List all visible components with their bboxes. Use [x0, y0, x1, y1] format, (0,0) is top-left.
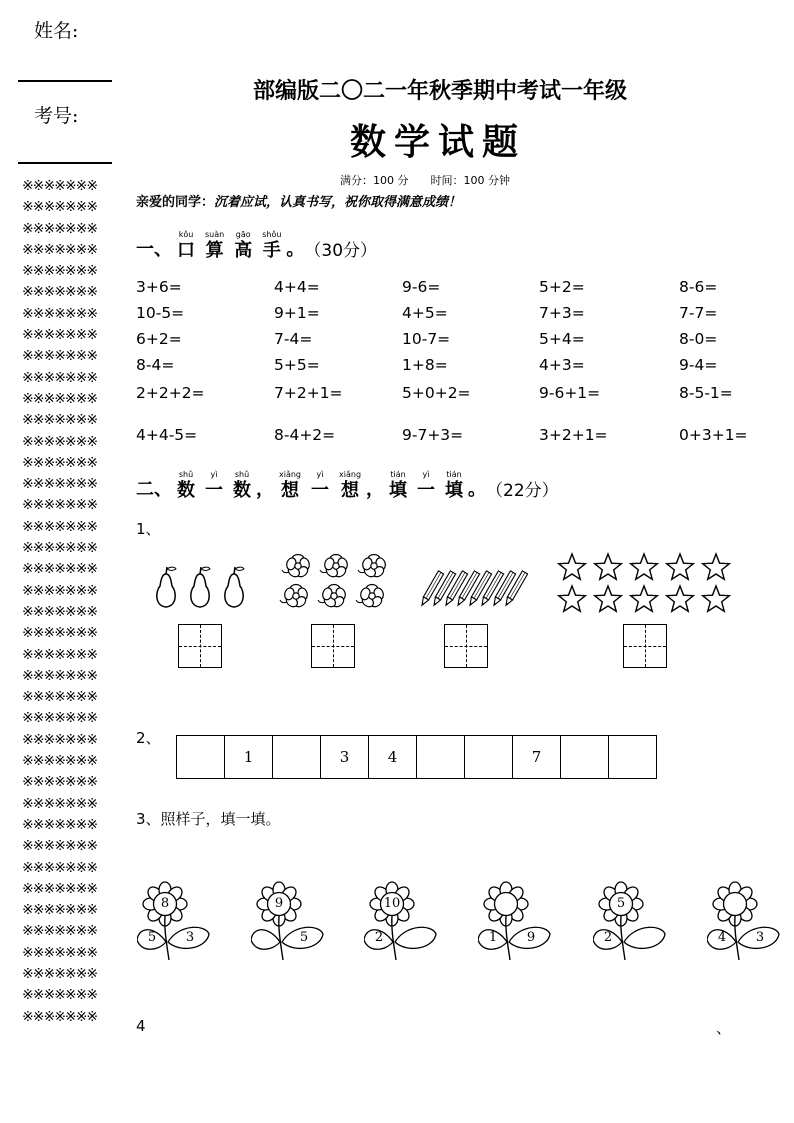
- hanzi-text: 一: [417, 480, 436, 501]
- pinyin-text: shǔ: [234, 470, 250, 479]
- margin-pattern-row: ※※※※※※※: [22, 1008, 98, 1025]
- math-problem[interactable]: 1+8=: [402, 356, 448, 374]
- flower-icon: [364, 880, 438, 962]
- math-problem[interactable]: 4+5=: [402, 304, 448, 322]
- hanzi-text: 数: [177, 480, 195, 501]
- math-problem[interactable]: 8-4=: [136, 356, 175, 374]
- flower-icon: [282, 555, 311, 579]
- pinyin-text: gāo: [235, 230, 251, 239]
- math-problem[interactable]: 9-6+1=: [539, 384, 601, 402]
- math-problem[interactable]: 3+6=: [136, 278, 182, 296]
- heading-period: 。: [286, 239, 305, 260]
- decomposition-flower: [364, 880, 438, 962]
- margin-pattern-row: ※※※※※※※: [22, 710, 98, 727]
- math-problem[interactable]: 3+2+1=: [539, 426, 608, 444]
- binding-margin-pattern: [22, 176, 114, 1028]
- margin-pattern-row: ※※※※※※※: [22, 433, 98, 450]
- margin-pattern-row: ※※※※※※※: [22, 753, 98, 770]
- margin-pattern-row: ※※※※※※※: [22, 816, 98, 833]
- leaf-left-number: 2: [374, 930, 384, 945]
- margin-pattern-row: ※※※※※※※: [22, 305, 98, 322]
- margin-pattern-row: ※※※※※※※: [22, 178, 98, 194]
- margin-pattern-row: ※※※※※※※: [22, 603, 98, 620]
- hanzi-text: 一: [311, 480, 330, 501]
- pinyin-character: [445, 470, 463, 502]
- sequence-cell[interactable]: [273, 736, 321, 778]
- greeting-lead: 亲爱的同学：: [136, 195, 215, 210]
- margin-pattern-row: ※※※※※※※: [22, 284, 98, 301]
- pinyin-character: [279, 470, 301, 502]
- star-icon: [595, 586, 622, 611]
- pinyin-character: [339, 470, 361, 502]
- math-problem[interactable]: 7-4=: [274, 330, 313, 348]
- exam-title: 部编版二〇二一年秋季期中考试一年级: [252, 79, 627, 104]
- pear-icon: [157, 567, 176, 607]
- sequence-cell[interactable]: [609, 736, 656, 778]
- hanzi-text: 一: [205, 480, 223, 501]
- math-problem[interactable]: 10-5=: [136, 304, 185, 322]
- margin-pattern-row: ※※※※※※※: [22, 859, 98, 876]
- margin-pattern-row: ※※※※※※※: [22, 199, 98, 216]
- pear-icon: [225, 567, 244, 607]
- math-row: [136, 304, 756, 322]
- math-row: [136, 278, 756, 296]
- flowers-group: [278, 548, 398, 614]
- star-icon: [559, 586, 586, 611]
- margin-pattern-row: ※※※※※※※: [22, 582, 98, 599]
- star-icon: [595, 554, 622, 579]
- margin-pattern-row: ※※※※※※※: [22, 348, 98, 365]
- hanzi-text: 填: [445, 480, 464, 501]
- flower-icon: [318, 585, 347, 609]
- math-problem[interactable]: 9-6=: [402, 278, 441, 296]
- exam-id-label: 考号:: [34, 105, 79, 127]
- math-problem[interactable]: 9-4=: [679, 356, 718, 374]
- margin-pattern-row: ※※※※※※※: [22, 241, 98, 258]
- margin-pattern-row: ※※※※※※※: [22, 987, 98, 1004]
- pencils-group: [418, 568, 528, 610]
- stars-group: [554, 548, 734, 616]
- star-icon: [703, 554, 730, 579]
- exam-meta: [340, 172, 510, 188]
- margin-pattern-row: ※※※※※※※: [22, 838, 98, 855]
- margin-pattern-row: ※※※※※※※: [22, 220, 98, 237]
- star-icon: [667, 586, 694, 611]
- sequence-cell: 7: [513, 736, 561, 778]
- sequence-cell: 3: [321, 736, 369, 778]
- decomposition-flower: [478, 880, 552, 962]
- question-1-label: 1、: [136, 520, 161, 538]
- pinyin-character: [262, 230, 281, 262]
- sequence-cell[interactable]: [561, 736, 609, 778]
- math-problem[interactable]: 9+1=: [274, 304, 320, 322]
- leaf-left-number: 1: [488, 930, 498, 945]
- pears-group: [150, 562, 250, 608]
- decomposition-flower: [593, 880, 667, 962]
- math-problem[interactable]: 5+4=: [539, 330, 585, 348]
- star-icon: [631, 554, 658, 579]
- flower-icon: [137, 880, 211, 962]
- pinyin-text: suàn: [205, 230, 225, 239]
- margin-pattern-row: ※※※※※※※: [22, 561, 98, 578]
- math-row: [136, 356, 756, 374]
- leaf-right-number: 3: [185, 930, 195, 945]
- math-problem[interactable]: 10-7=: [402, 330, 451, 348]
- hanzi-text: 填: [389, 480, 408, 501]
- margin-pattern-row: ※※※※※※※: [22, 774, 98, 791]
- greeting: [136, 191, 461, 210]
- leaf-right-number: 3: [755, 930, 765, 945]
- margin-pattern-row: ※※※※※※※: [22, 923, 98, 940]
- answer-box-stars[interactable]: [623, 624, 667, 668]
- leaf-right-number: 5: [299, 930, 309, 945]
- sequence-cell[interactable]: [177, 736, 225, 778]
- pinyin-text: xiǎng: [279, 470, 302, 479]
- hanzi-text: 想: [281, 480, 299, 501]
- pear-icon: [191, 567, 210, 607]
- margin-pattern-row: ※※※※※※※: [22, 412, 98, 429]
- flower-icon: [707, 880, 781, 962]
- leaf-left-number: 2: [603, 930, 613, 945]
- sequence-cell: 1: [225, 736, 273, 778]
- margin-pattern-row: ※※※※※※※: [22, 476, 98, 493]
- math-problem[interactable]: 4+4-5=: [136, 426, 198, 444]
- math-problem[interactable]: 8-0=: [679, 330, 718, 348]
- flower-icon: [478, 880, 552, 962]
- section-prefix: 二、: [136, 479, 172, 500]
- math-problem[interactable]: 7+3=: [539, 304, 585, 322]
- question-4-label: 4: [136, 1017, 146, 1035]
- margin-pattern-row: ※※※※※※※: [22, 689, 98, 706]
- pinyin-character: [205, 230, 224, 262]
- sequence-cell[interactable]: [417, 736, 465, 778]
- math-problem[interactable]: 6+2=: [136, 330, 182, 348]
- name-label: 姓名:: [34, 20, 79, 42]
- hanzi-text: 高: [234, 240, 253, 261]
- exam-subject-title: 数学试题: [349, 122, 526, 163]
- math-problem[interactable]: 2+2+2=: [136, 384, 205, 402]
- flower-icon: [593, 880, 667, 962]
- section-prefix: 一、: [136, 239, 172, 260]
- flower-center-number: 5: [616, 896, 626, 911]
- margin-pattern-row: ※※※※※※※: [22, 880, 98, 897]
- pinyin-text: shǔ: [178, 470, 194, 479]
- math-problem[interactable]: 9-7+3=: [402, 426, 464, 444]
- greeting-body: 沉着应试，认真书写，祝你取得满意成绩！: [214, 195, 462, 210]
- pinyin-character: [177, 470, 195, 502]
- hanzi-text: 想: [341, 480, 360, 501]
- number-sequence-row: [176, 735, 657, 779]
- math-problem[interactable]: 7+2+1=: [274, 384, 343, 402]
- pinyin-character: [234, 230, 252, 262]
- math-problem[interactable]: 5+5=: [274, 356, 320, 374]
- answer-box-flowers[interactable]: [311, 624, 355, 668]
- pinyin-text: yì: [422, 470, 430, 479]
- flower-center-number: 9: [274, 896, 284, 911]
- star-icon: [631, 586, 658, 611]
- margin-pattern-row: ※※※※※※※: [22, 795, 98, 812]
- margin-pattern-row: ※※※※※※※: [22, 965, 98, 982]
- pinyin-text: yì: [316, 470, 324, 479]
- math-row: [136, 330, 756, 348]
- sequence-cell: 4: [369, 736, 417, 778]
- flower-icon: [356, 585, 385, 609]
- answer-box-pencils[interactable]: [444, 624, 488, 668]
- answer-box-pears[interactable]: [178, 624, 222, 668]
- math-row: [136, 384, 756, 402]
- pinyin-text: tián: [446, 470, 462, 479]
- pinyin-text: tián: [390, 470, 406, 479]
- hanzi-text: 口: [177, 240, 195, 261]
- math-problem[interactable]: 5+2=: [539, 278, 585, 296]
- flower-center-number: 10: [383, 896, 401, 911]
- leaf-left-number: 5: [147, 930, 157, 945]
- decomposition-flower: [251, 880, 325, 962]
- sequence-cell[interactable]: [465, 736, 513, 778]
- leaf-right-number: 9: [526, 930, 536, 945]
- margin-pattern-row: ※※※※※※※: [22, 944, 98, 961]
- margin-pattern-row: ※※※※※※※: [22, 625, 98, 642]
- flower-icon: [251, 880, 325, 962]
- decomposition-flower: [707, 880, 781, 962]
- margin-pattern-row: ※※※※※※※: [22, 454, 98, 471]
- math-problem[interactable]: 4+4=: [274, 278, 320, 296]
- question-2-label: 2、: [136, 729, 161, 747]
- margin-pattern-row: ※※※※※※※: [22, 902, 98, 919]
- pinyin-text: shǒu: [262, 230, 282, 239]
- math-problem[interactable]: 0+3+1=: [679, 426, 748, 444]
- hanzi-text: 算: [205, 240, 224, 261]
- math-problem[interactable]: 4+3=: [539, 356, 585, 374]
- heading-period: 。: [468, 479, 487, 500]
- section-1-heading: [136, 230, 377, 262]
- star-icon: [667, 554, 694, 579]
- heading-separator: ，: [366, 479, 385, 500]
- margin-pattern-row: ※※※※※※※: [22, 540, 98, 557]
- section-score: （22分）: [486, 481, 559, 501]
- margin-pattern-row: ※※※※※※※: [22, 646, 98, 663]
- math-problem[interactable]: 8-5-1=: [679, 384, 733, 402]
- pinyin-text: xiǎng: [339, 470, 362, 479]
- time-limit: 时间：100 分钟: [430, 174, 510, 187]
- leaf-left-number: 4: [717, 930, 727, 945]
- margin-pattern-row: ※※※※※※※: [22, 667, 98, 684]
- flower-icon: [280, 585, 309, 609]
- full-score: 满分：100 分: [340, 174, 409, 187]
- margin-pattern-row: ※※※※※※※: [22, 327, 98, 344]
- heading-separator: ，: [256, 479, 274, 500]
- flower-center-number: 8: [160, 896, 170, 911]
- math-problem[interactable]: 7-7=: [679, 304, 718, 322]
- hanzi-text: 数: [233, 480, 251, 501]
- pinyin-text: yì: [210, 470, 218, 479]
- section-score: （30分）: [304, 241, 378, 261]
- flower-icon: [320, 555, 349, 579]
- pinyin-character: [177, 230, 195, 262]
- pinyin-character: [417, 470, 435, 502]
- margin-pattern-row: ※※※※※※※: [22, 731, 98, 748]
- pinyin-character: [205, 470, 223, 502]
- math-problem[interactable]: 5+0+2=: [402, 384, 471, 402]
- margin-pattern-row: ※※※※※※※: [22, 390, 98, 407]
- star-icon: [703, 586, 730, 611]
- pinyin-text: kǒu: [178, 230, 194, 239]
- pinyin-character: [389, 470, 407, 502]
- question-4-trailing-mark: 、: [716, 1019, 732, 1037]
- margin-pattern-row: ※※※※※※※: [22, 518, 98, 535]
- flower-icon: [358, 555, 387, 579]
- math-problem[interactable]: 8-6=: [679, 278, 718, 296]
- margin-pattern-row: ※※※※※※※: [22, 263, 98, 280]
- decomposition-flower: [137, 880, 211, 962]
- section-2-heading: [136, 470, 559, 502]
- margin-pattern-row: ※※※※※※※: [22, 497, 98, 514]
- star-icon: [559, 554, 586, 579]
- math-problem[interactable]: 8-4+2=: [274, 426, 336, 444]
- margin-pattern-row: ※※※※※※※: [22, 369, 98, 386]
- hanzi-text: 手: [262, 240, 281, 261]
- pinyin-character: [311, 470, 329, 502]
- math-row: [136, 426, 756, 444]
- question-3-label: 3、照样子，填一填。: [136, 810, 281, 828]
- pinyin-character: [233, 470, 251, 502]
